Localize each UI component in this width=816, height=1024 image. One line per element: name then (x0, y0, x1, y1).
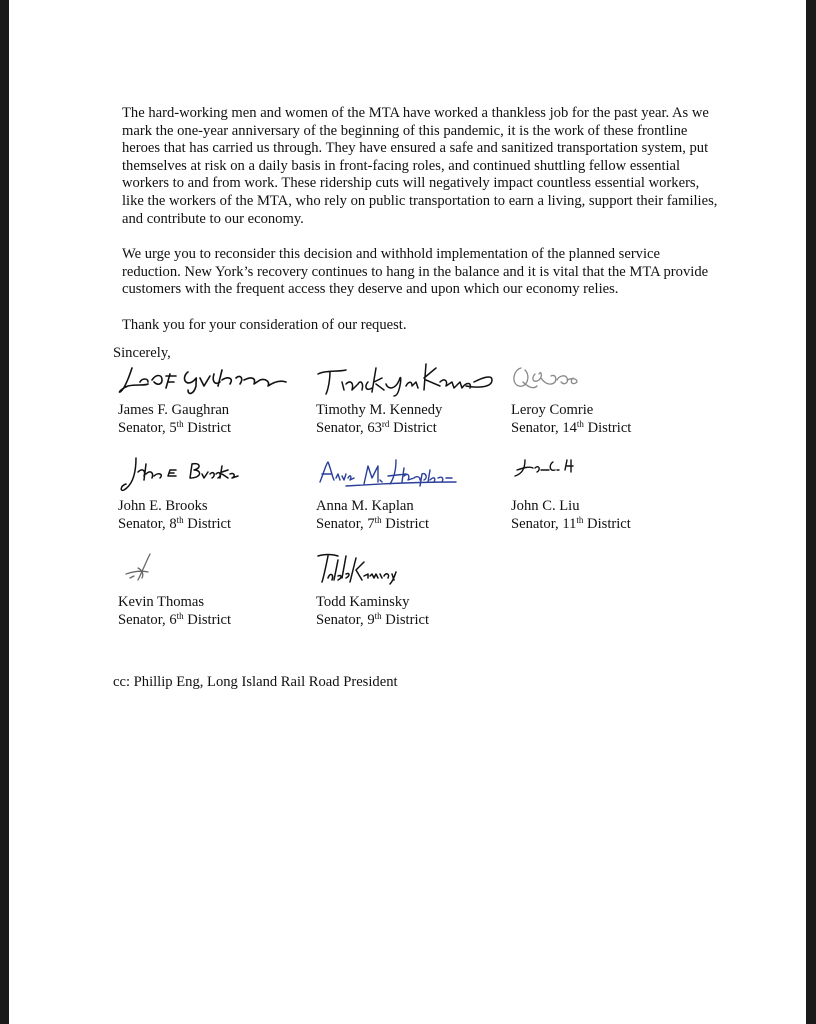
closing-salutation: Sincerely, (113, 345, 171, 361)
signer-comrie (511, 360, 711, 450)
signature-liu (511, 456, 691, 496)
signer-title: Senator, 14th District (511, 418, 632, 436)
signature-block (118, 360, 678, 640)
signer-name: Leroy Comrie (511, 402, 594, 418)
signature-kennedy (316, 360, 496, 400)
signer-name: Anna M. Kaplan (316, 498, 414, 514)
signer-title: Senator, 6th District (118, 610, 232, 628)
signer-brooks (118, 456, 318, 546)
signer-title: Senator, 5th District (118, 418, 232, 436)
signer-title: Senator, 11th District (511, 514, 631, 532)
signer-title: Senator, 9th District (316, 610, 430, 628)
signature-brooks (118, 456, 298, 496)
signer-title: Senator, 63rd District (316, 418, 437, 436)
signer-thomas (118, 552, 318, 642)
signer-liu (511, 456, 711, 546)
signer-name: Kevin Thomas (118, 594, 205, 610)
signer-name: John E. Brooks (118, 498, 208, 514)
signer-name: Todd Kaminsky (316, 594, 410, 610)
signature-comrie (511, 360, 691, 400)
paragraph-1: The hard-working men and women of the MTA have worked a thankless job for the past year. As we mark the one-year anniversary of the beginning of this pandemic, it is the work of these frontline heroes that has carried us through. They have ensured a safe and sanitized transportation system, put themselves at risk on a daily basis in front-facing roles, and continued shuttling fellow essential workers to and from work. These ridership cuts will negatively impact countless essential workers, like the workers of the MTA, who rely on public transportation to earn a living, support their families, and contribute to our economy. (122, 105, 718, 227)
paragraph-2: We urge you to reconsider this decision and withhold implementation of the planned service reduction. New York’s recovery continues to hang in the balance and it is vital that the MTA provide customers with the frequent access they deserve and upon which our economy relies. (122, 246, 709, 298)
signature-kaplan (316, 456, 496, 496)
paragraph-3: Thank you for your consideration of our request. (122, 316, 407, 333)
signer-name: John C. Liu (511, 498, 580, 514)
signer-title: Senator, 8th District (118, 514, 232, 532)
signer-title: Senator, 7th District (316, 514, 430, 532)
signature-kaminsky (316, 552, 496, 592)
signer-name: James F. Gaughran (118, 402, 230, 418)
signer-kennedy (316, 360, 516, 450)
signer-name: Timothy M. Kennedy (316, 402, 443, 418)
signer-kaminsky (316, 552, 516, 642)
signer-kaplan (316, 456, 516, 546)
signer-gaughran (118, 360, 318, 450)
letter-body (122, 105, 722, 353)
signature-gaughran (118, 360, 298, 400)
cc-line: cc: Phillip Eng, Long Island Rail Road President (113, 674, 398, 690)
signature-thomas (118, 552, 298, 592)
